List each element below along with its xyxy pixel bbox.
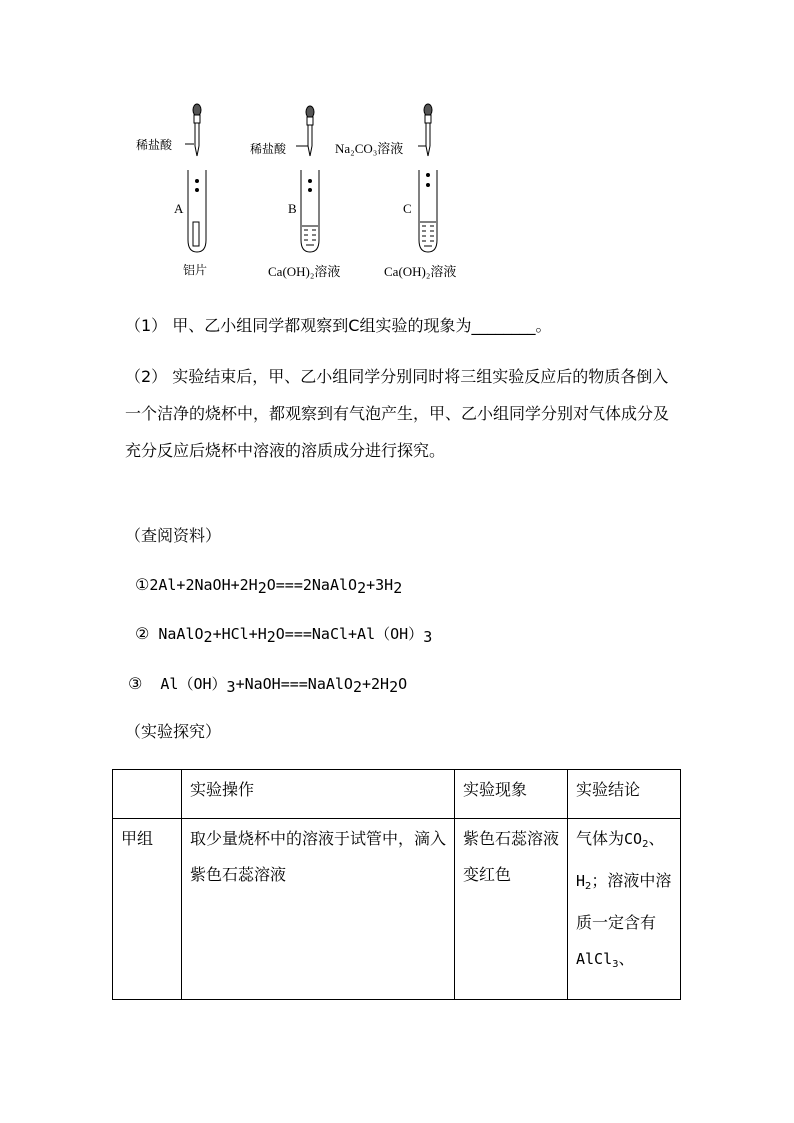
reaction-2: ② $NaAlO_2+HCl+H_2O===NaCl+Al(OH)_3$ — [135, 624, 433, 646]
reaction-3: ③ $Al(OH)_3+NaOH===NaAlO_2+2H_2O$ — [128, 674, 408, 696]
table-header-cell: 实验结论 — [568, 770, 681, 819]
operation-cell: 取少量烧杯中的溶液于试管中，滴入紫色石蕊溶液 — [182, 819, 455, 1000]
explore-heading: （实验探究） — [125, 722, 222, 741]
test-tube-a — [188, 170, 206, 252]
group-cell: 甲组 — [113, 819, 182, 1000]
question-1: （1） 甲、乙小组同学都观察到C组实验的现象为________。 — [125, 316, 552, 335]
tube-letter-a: A — [174, 201, 184, 216]
experiment-figure — [130, 98, 490, 283]
bottom-label-a: 铝片 — [183, 263, 208, 277]
table-header-cell — [113, 770, 182, 819]
test-tubes-diagram — [130, 98, 490, 283]
tube-letter-b: B — [288, 201, 297, 216]
table-row — [113, 819, 681, 1000]
dropper-c — [418, 104, 432, 156]
tube-letter-c: C — [403, 201, 412, 216]
reaction-1: $①2Al+2NaOH+2H_2O===2NaAlO_2+3H_2$ — [135, 575, 403, 597]
test-tube-b — [301, 170, 319, 252]
conclusion-cell: 气体为$CO_2$、$H_2$；溶液中溶质一定含有AlCl$_3$、 — [568, 819, 681, 1000]
info-heading: （查阅资料） — [125, 526, 222, 545]
table-header-row — [113, 770, 681, 819]
reagent-label-b: 稀盐酸 — [250, 142, 287, 156]
question-2: （2） 实验结束后，甲、乙小组同学分别同时将三组实验反应后的物质各倒入一个洁净的烧杯中，都观察到有气泡产生，甲、乙小组同学分别对气体成分及充分反应后烧杯中溶液的溶质成分进行探究。 — [125, 367, 670, 460]
reagent-label-a: 稀盐酸 — [136, 138, 173, 152]
experiment-table — [112, 769, 681, 1000]
bottom-label-b: Ca(OH)₂溶液 — [268, 264, 341, 279]
bottom-label-c: Ca(OH)₂溶液 — [384, 264, 457, 279]
phenomenon-cell: 紫色石蕊溶液变红色 — [455, 819, 568, 1000]
dropper-b — [296, 106, 314, 156]
table-header-cell: 实验现象 — [455, 770, 568, 819]
dropper-a — [185, 104, 201, 156]
test-tube-c — [419, 170, 437, 252]
reagent-label-c: Na₂CO₃溶液 — [335, 141, 404, 156]
table-header-cell: 实验操作 — [182, 770, 455, 819]
